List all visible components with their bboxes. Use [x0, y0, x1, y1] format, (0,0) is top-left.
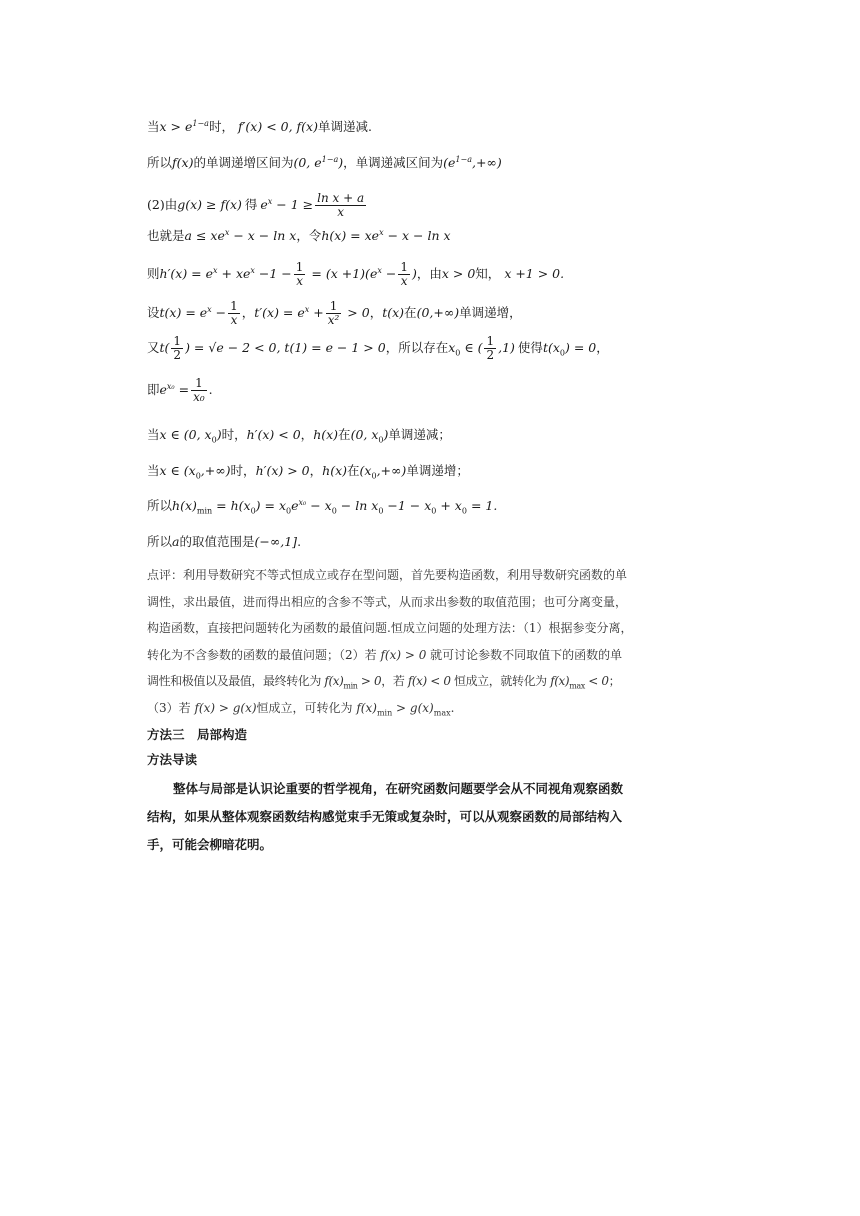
solution-line-10: 当x ∈ $(x_0,+\infty)$时，h′(x) > 0，h(x)在$(x_0,+\infty)$单调递增；: [147, 463, 469, 481]
section-subheading: 方法导读: [147, 752, 198, 767]
guide-paragraph: 整体与局部是认识论重要的哲学视角，在研究函数问题要学会从不同视角观察函数结构，如果从整体观察函数结构感觉束手无策或复杂时，可以从观察函数的局部结构入手，可能会柳暗花明。: [147, 781, 624, 852]
comment-line-5: 调性和极值以及最值，最终转化为 $f(x)_{min} > 0$，若 f(x) < 0 恒成立，就转化为 $f(x)_{max} < 0$；: [147, 674, 621, 691]
solution-line-6: 设$t(x) = e^x$ − $\frac{1}{x}$ ，$t'(x) = e^x$ + $\frac{1}{\text{x²}}$ > 0，t(x)在(0,+∞)单调递增，: [147, 299, 522, 327]
solution-line-4: 也就是$a \le xe^x - x - \ln x$，令$h(x) = xe^x - x - \ln x$: [147, 227, 451, 243]
comment-line-1: 点评：利用导数研究不等式恒成立或存在型问题，首先要构造函数，利用导数研究函数的单: [147, 568, 628, 582]
solution-line-3: (2)由g(x) ≥ f(x) 得 $e^x - 1$ ≥ $\frac{\text{ln x + a}}{x}$: [147, 191, 365, 219]
comment-line-3: 构造函数，直接把问题转化为函数的最值问题.恒成立问题的处理方法：（1）根据参变分离，: [147, 621, 633, 635]
solution-line-5: 则$h'(x) = e^x + xe^x -1$ − $\frac{1}{x}$ = $(x +1)(e^x$ − $\frac{1}{x}$ )，由x > 0知， x +1 > 0.: [147, 260, 565, 288]
solution-line-11: 所以$h(x)_{min} = h(x_0) = x_0e^{x_0} - x_0 - \ln x_0 -1 - x_0 + x_0 = 1$.: [147, 497, 498, 516]
solution-line-7: 又t( $\frac{1}{2}$ ) = √e − 2 < 0, t(1) = e − 1 > 0，所以存在$x_0$ ∈ ( $\frac{1}{2}$ ,1) 使得$t(x_0) = 0$，: [147, 334, 609, 362]
solution-line-1: 当$x > e^{1-a}$时， f′(x) < 0, f(x)单调递减.: [147, 118, 372, 134]
section-heading: 方法三 局部构造: [147, 727, 248, 742]
solution-line-12: 所以a的取值范围是(−∞,1].: [147, 534, 302, 549]
comment-paragraph: [147, 562, 633, 721]
comment-line-6: （3）若 f(x) > g(x)恒成立，可转化为 $f(x)_{min} > g(x)_{max}$.: [147, 700, 455, 717]
comment-line-2: 调性，求出最值，进而得出相应的含参不等式，从而求出参数的取值范围；也可分离变量，: [147, 594, 628, 609]
solution-line-9: 当x ∈ (0, $x_0$)时，h′(x) < 0，h(x)在(0, $x_0$)单调递减；: [147, 427, 451, 445]
solution-line-8: 即$e^{x_0}$ = $\frac{1}{\text{x₀}}$ .: [147, 376, 213, 404]
comment-line-4: 转化为不含参数的函数的最值问题；（2）若 f(x) > 0 就可讨论参数不同取值下的函数的单: [147, 647, 623, 662]
solution-line-2: 所以f(x)的单调递增区间为(0, $e^{1-a}$)，单调递减区间为$(e^{1-a},+\infty)$: [147, 154, 502, 170]
